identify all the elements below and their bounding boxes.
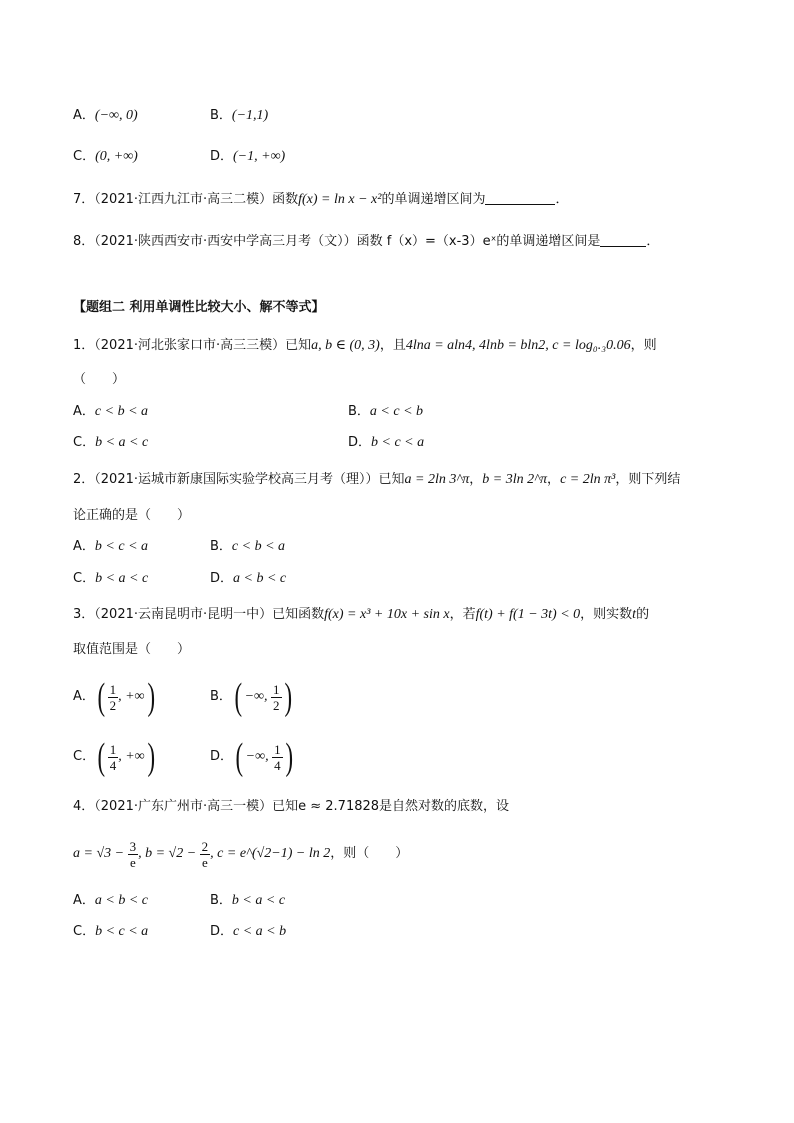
fraction: $\frac{1}{4}$ bbox=[109, 741, 117, 773]
p4-option-a: A．a < b < c bbox=[73, 893, 149, 908]
fraction: $\frac{1}{4}$ bbox=[274, 741, 281, 773]
p3-option-d: D．( −∞, $\frac{1}{4}$ ) bbox=[210, 736, 293, 778]
fraction: $\frac{3}{e}$ bbox=[129, 838, 137, 870]
problem-1-paren: （ ） bbox=[73, 372, 126, 387]
fraction: $\frac{2}{e}$ bbox=[201, 838, 209, 870]
p3-option-a: A．( $\frac{1}{2}$ , +∞) bbox=[73, 676, 155, 718]
p2-option-b: B．c < b < a bbox=[210, 539, 286, 554]
fraction: $\frac{1}{2}$ bbox=[109, 681, 117, 713]
q6-option-b: B．(−1,1) bbox=[210, 108, 269, 123]
p2-option-d: D．a < b < c bbox=[210, 571, 287, 586]
problem-4: 4．（2021·广东广州市·高三一模）已知e ≈ 2.71828是自然对数的底数，设 bbox=[73, 799, 510, 814]
answer-blank[interactable] bbox=[485, 190, 555, 205]
fraction: $\frac{1}{2}$ bbox=[273, 681, 280, 713]
q6-option-c: C．(0, +∞) bbox=[73, 149, 138, 164]
problem-3-line-2: 取值范围是（ ） bbox=[73, 642, 191, 657]
p1-option-d: D．b < c < a bbox=[348, 435, 425, 450]
section-heading: 【题组二 利用单调性比较大小、解不等式】 bbox=[73, 300, 325, 315]
p3-option-b: B．( −∞, $\frac{1}{2}$ ) bbox=[210, 676, 292, 718]
problem-1: 1．（2021·河北张家口市·高三三模）已知a, b ∈ (0, 3)，且4lna = aln4, 4lnb = bln2, c = log₀.₃0.06，则 bbox=[73, 338, 657, 353]
problem-4-line-2: a = √3 − $\frac{3}{e}$ , b = √2 − $\frac{2}{e}$ , c = e^(√2−1) − ln 2，则（ ） bbox=[73, 838, 409, 870]
question-7: 7．（2021·江西九江市·高三二模）函数f(x) = ln x − x²的单调递增区间为 ． bbox=[73, 192, 569, 207]
p2-option-c: C．b < a < c bbox=[73, 571, 149, 586]
p4-option-b: B．b < a < c bbox=[210, 893, 286, 908]
p4-option-c: C．b < c < a bbox=[73, 924, 149, 939]
answer-blank[interactable] bbox=[600, 232, 646, 247]
problem-2: 2．（2021·运城市新康国际实验学校高三月考（理））已知a = 2ln 3^π，b = 3ln 2^π，c = 2ln π³，则下列结 bbox=[73, 472, 681, 487]
p3-option-c: C．( $\frac{1}{4}$ , +∞) bbox=[73, 736, 155, 778]
p1-option-c: C．b < a < c bbox=[73, 435, 149, 450]
p2-option-a: A．b < c < a bbox=[73, 539, 149, 554]
q6-option-a: A．(−∞, 0) bbox=[73, 108, 138, 123]
q6-option-d: D．(−1, +∞) bbox=[210, 149, 286, 164]
question-8: 8．（2021·陕西西安市·西安中学高三月考（文））函数 f（x）=（x-3）eˣ的单调递增区间是 ． bbox=[73, 234, 660, 249]
p1-option-a: A．c < b < a bbox=[73, 404, 149, 419]
problem-3: 3．（2021·云南昆明市·昆明一中）已知函数f(x) = x³ + 10x + sin x，若f(t) + f(1 − 3t) < 0，则实数t的 bbox=[73, 607, 650, 622]
p1-option-b: B．a < c < b bbox=[348, 404, 424, 419]
problem-2-line-2: 论正确的是（ ） bbox=[73, 508, 191, 523]
p4-option-d: D．c < a < b bbox=[210, 924, 287, 939]
